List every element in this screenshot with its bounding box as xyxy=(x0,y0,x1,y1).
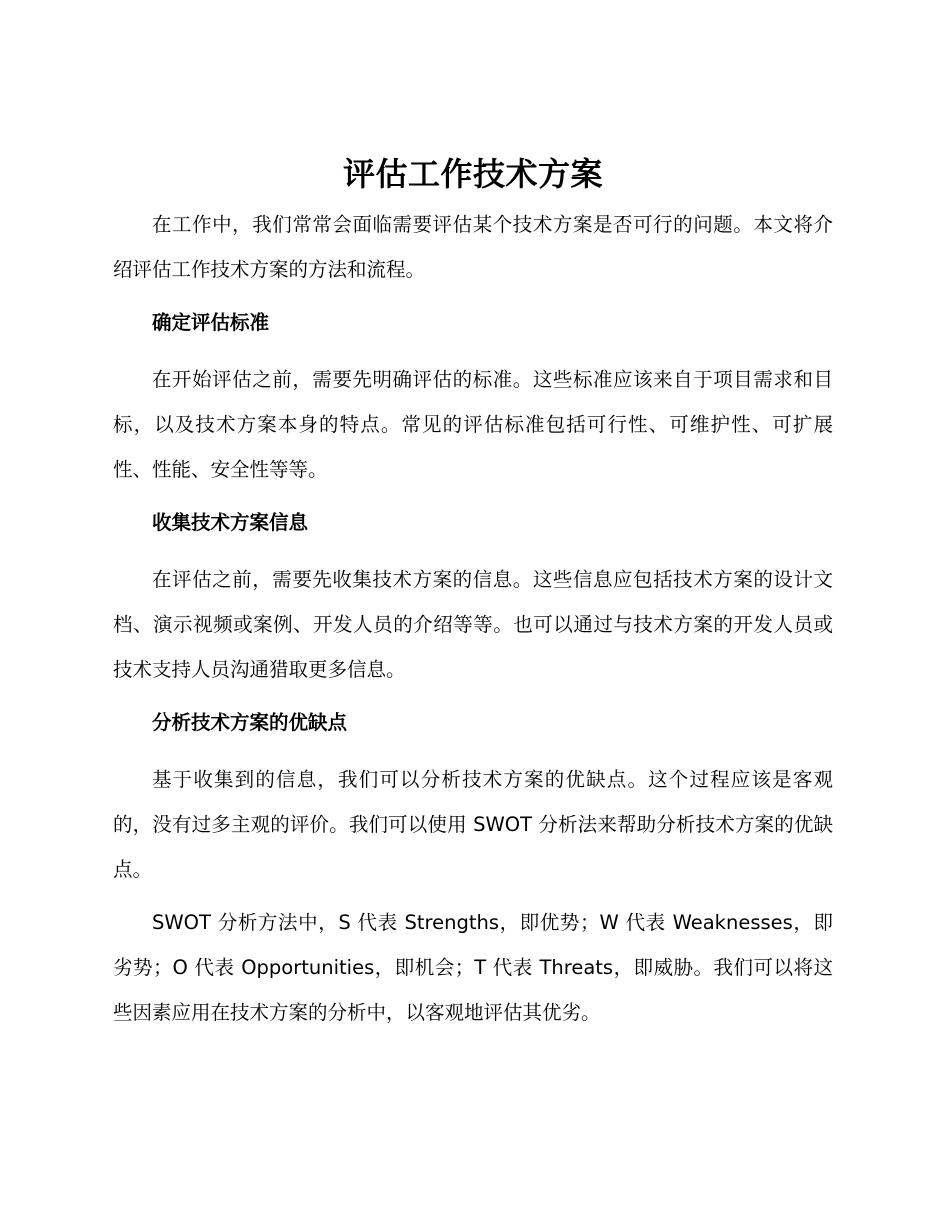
section-paragraph: 基于收集到的信息，我们可以分析技术方案的优缺点。这个过程应该是客观的，没有过多主观的评价。我们可以使用 SWOT 分析法来帮助分析技术方案的优缺点。 xyxy=(113,768,833,881)
section-heading-criteria: 确定评估标准 xyxy=(152,311,270,334)
intro-paragraph: 在工作中，我们常常会面临需要评估某个技术方案是否可行的问题。本文将介绍评估工作技术方案的方法和流程。 xyxy=(113,213,833,281)
section-paragraph: 在评估之前，需要先收集技术方案的信息。这些信息应包括技术方案的设计文档、演示视频或案例、开发人员的介绍等等。也可以通过与技术方案的开发人员或技术支持人员沟通猎取更多信息。 xyxy=(113,568,833,681)
section-paragraph: 在开始评估之前，需要先明确评估的标准。这些标准应该来自于项目需求和目标，以及技术方案本身的特点。常见的评估标准包括可行性、可维护性、可扩展性、性能、安全性等等。 xyxy=(113,368,833,481)
section-heading-collect-info: 收集技术方案信息 xyxy=(152,511,309,534)
section-paragraph: SWOT 分析方法中，S 代表 Strengths，即优势；W 代表 Weaknesses，即劣势；O 代表 Opportunities，即机会；T 代表 Threats，即威胁。我们可以将这些因素应用在技术方案的分析中，以客观地评估其优劣。 xyxy=(113,911,833,1024)
section-heading-pros-cons: 分析技术方案的优缺点 xyxy=(152,711,348,734)
document-page xyxy=(113,152,833,1043)
document-title: 评估工作技术方案 xyxy=(342,155,603,193)
